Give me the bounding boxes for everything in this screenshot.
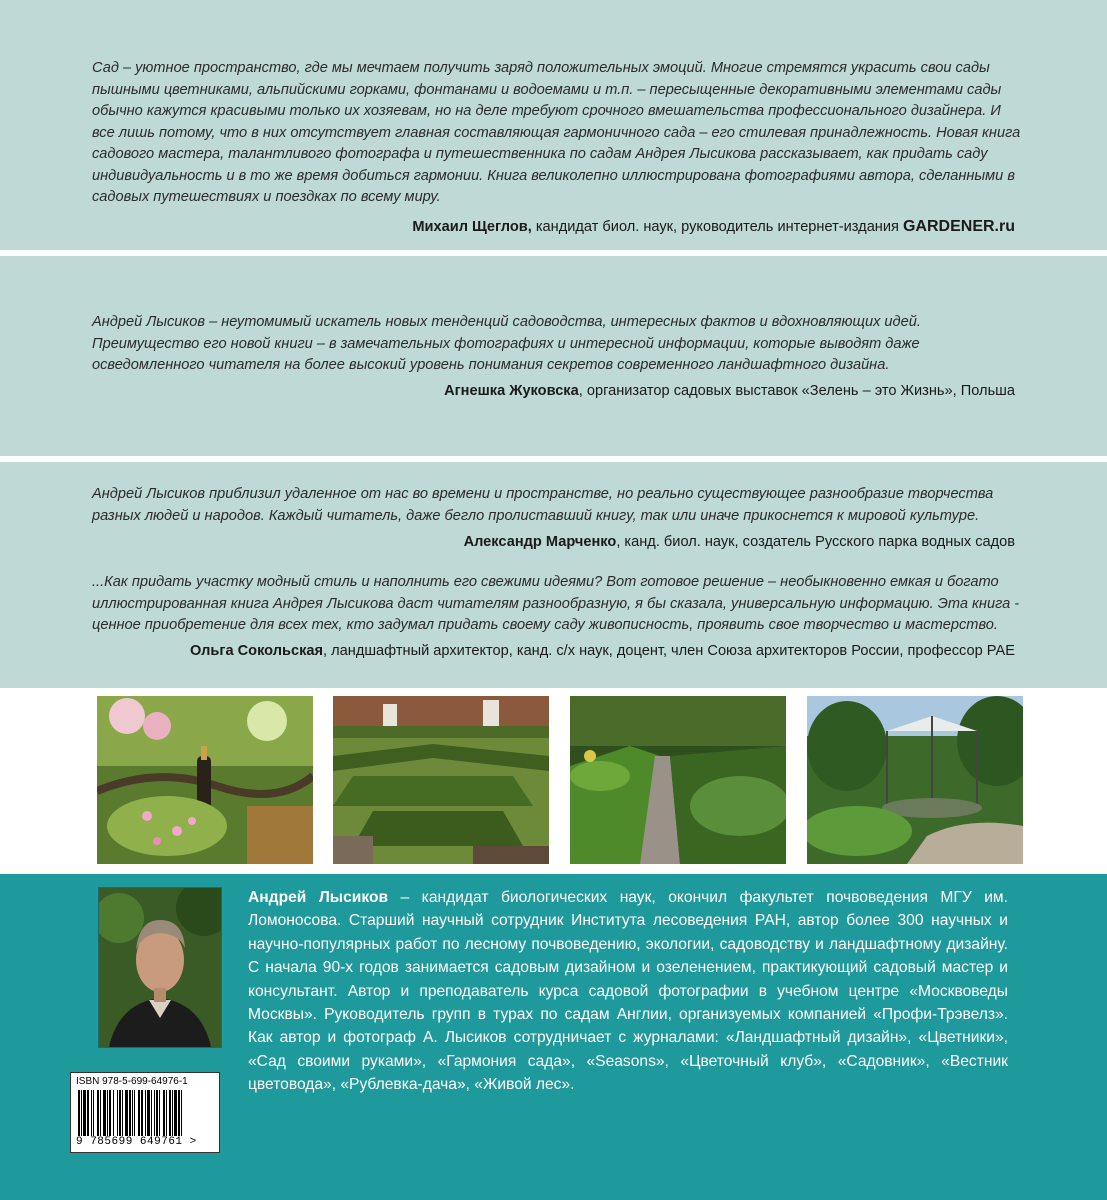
barcode-bar xyxy=(174,1090,177,1136)
barcode-bar xyxy=(132,1090,133,1136)
review-role: , ландшафтный архитектор, канд. с/х наук, доцент, член Союза архитекторов России, профессор РАЕ xyxy=(323,643,1015,659)
review-author: Ольга Сокольская xyxy=(189,643,324,659)
barcode-bar xyxy=(87,1090,89,1136)
author-section xyxy=(0,874,1107,1200)
photo-strip xyxy=(0,688,1107,874)
author-name: Андрей Лысиков xyxy=(248,889,389,906)
gardener-brand: GARDENER.ru xyxy=(902,218,1015,235)
barcode-bar xyxy=(138,1090,140,1136)
barcode-bar xyxy=(125,1090,128,1136)
review-role: , организатор садовых выставок «Зелень – это Жизнь», Польша xyxy=(578,383,1015,399)
review-text: Андрей Лысиков – неутомимый искатель новых тенденций садоводства, интересных фактов и вдохновляющих идей. Преимущество его новой книги – в замечательных фотографиях и интересной информации, которые выводят даже осведомленного читателя на более высокий уровень понимания секретов современного ландшафтного дизайна. xyxy=(92,314,921,373)
review-panel-2 xyxy=(0,256,1107,456)
barcode-bar xyxy=(151,1090,152,1136)
review-attribution xyxy=(444,381,1015,402)
barcode-bar xyxy=(113,1090,114,1136)
garden-photo-blossom xyxy=(97,696,313,864)
barcode-bar xyxy=(166,1090,167,1136)
barcode-bar xyxy=(78,1090,80,1136)
barcode-bar xyxy=(83,1090,86,1136)
barcode-bars xyxy=(76,1090,214,1136)
barcode-bar xyxy=(169,1090,171,1136)
review-author: Александр Марченко xyxy=(463,534,617,550)
barcode-bar xyxy=(181,1090,182,1136)
barcode-bar xyxy=(122,1090,123,1136)
review-author: Михаил Щеглов, xyxy=(412,219,532,235)
isbn-label: ISBN 978-5-699-64976-1 xyxy=(76,1076,188,1087)
garden-photo-path xyxy=(570,696,786,864)
isbn-barcode xyxy=(70,1072,220,1153)
author-bio-text: – кандидат биологических наук, окончил факультет почвоведения МГУ им. Ломоносова. Старший научный сотрудник Института лесоведения РАН, автор более 300 научных и научно-популярных работ по лесному почвоведению, экологии, садоводству и ландшафтному дизайну. С начала 90-х годов занимается садовым дизайном и озеленением, практикующий садовый мастер и консультант. Автор и преподаватель курса садовой фотографии в учебном центре «Москвоведы Москвы». Руководитель групп в турах по садам Англии, организуемых компанией «Профи-Трэвелз». Как автор и фотограф А. Лысиков сотрудничает с журналами: «Ландшафтный дизайн», «Цветники», «Сад своими руками», «Гармония сада», «Seasons», «Цветочный клуб», «Садовник», «Вестник цветовода», «Рублевка-дача», «Живой лес». xyxy=(248,889,1008,1094)
barcode-bar xyxy=(119,1090,121,1136)
author-portrait xyxy=(98,887,222,1048)
barcode-bar xyxy=(159,1090,160,1136)
barcode-bar xyxy=(107,1090,108,1136)
barcode-bar xyxy=(178,1090,180,1136)
barcode-bar xyxy=(97,1090,99,1136)
barcode-bar xyxy=(141,1090,143,1136)
barcode-bar xyxy=(129,1090,131,1136)
barcode-bar xyxy=(145,1090,146,1136)
barcode-bar xyxy=(154,1090,155,1136)
author-bio xyxy=(248,886,1008,1097)
garden-photo-gazebo xyxy=(807,696,1023,864)
barcode-bar xyxy=(134,1090,135,1136)
review-panel-1 xyxy=(0,0,1107,250)
barcode-bar xyxy=(81,1090,82,1136)
isbn-digits: 9 785699 649761 > xyxy=(76,1136,197,1148)
barcode-bar xyxy=(103,1090,106,1136)
review-attribution xyxy=(464,532,1015,553)
barcode-bar xyxy=(172,1090,173,1136)
garden-photo-parterre xyxy=(333,696,549,864)
review-role: , канд. биол. наук, создатель Русского парка водных садов xyxy=(616,534,1015,550)
barcode-bar xyxy=(163,1090,165,1136)
barcode-bar xyxy=(117,1090,118,1136)
review-author: Агнешка Жуковска xyxy=(444,383,579,399)
review-role: кандидат биол. наук, руководитель интернет-издания xyxy=(531,219,903,235)
review-panel-3 xyxy=(0,462,1107,688)
barcode-bar xyxy=(147,1090,150,1136)
review-text: Андрей Лысиков приблизил удаленное от нас во времени и пространстве, но реально существующее разнообразие творчества разных людей и народов. Каждый читатель, даже бегло пролиставший книгу, так или иначе прикоснется к мировой культуре. xyxy=(92,486,994,524)
review-attribution xyxy=(190,641,1015,662)
review-text: Сад – уютное пространство, где мы мечтаем получить заряд положительных эмоций. Многие стремятся украсить свои сады пышными цветниками, альпийскими горками, фонтанами и водоемами и т.п. – пересыщенные декоративными элементами сады обычно кажутся красивыми только их хозяевам, но на деле требуют срочного вмешательства профессионального дизайнера. И все лишь потому, что в них отсутствует главная составляющая гармоничного сада – его стилевая принадлежность. Новая книга садового мастера, талантливого фотографа и путешественника по садам Андрея Лысикова рассказывает, как придать саду индивидуальность и в то же время добиться гармонии. Книга великолепно иллюстрирована фотографиями автора, сделанными в садовых путешествиях и поездках по всему миру. xyxy=(92,60,1021,205)
barcode-bar xyxy=(109,1090,111,1136)
review-text: ...Как придать участку модный стиль и наполнить его свежими идеями? Вот готовое решение – необыкновенно емкая и богато иллюстрированная книга Андрея Лысикова даст читателям разнообразную, я бы сказала, универсальную информацию. Эта книга - ценное приобретение для всех тех, кто задумал придать своему саду живописность, проявить свое творчество и мастерство. xyxy=(92,574,1020,633)
barcode-bar xyxy=(93,1090,94,1136)
review-attribution xyxy=(412,216,1015,238)
barcode-bar xyxy=(91,1090,92,1136)
barcode-bar xyxy=(156,1090,158,1136)
barcode-bar xyxy=(100,1090,101,1136)
